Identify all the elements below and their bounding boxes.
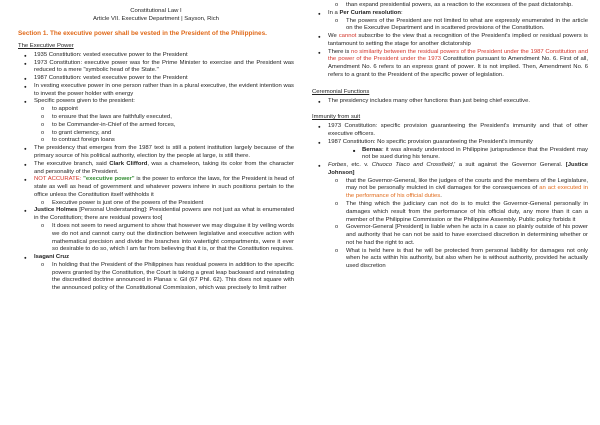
list-item: ● In a Per Curiam resolution: — [312, 10, 588, 18]
list-item: ● Forbes, etc. v. Chuoco Tiaco and Crossfield,' a suit against the Governor General. [Justice Johnson] — [312, 162, 588, 178]
list-subitem: o What is held here is that he will be protected from personal liability for damages not only when he acts within his authority, but also when he is without authority, provided he actually used discretion — [312, 248, 588, 271]
heading-immunity: Immunity from suit — [312, 114, 361, 121]
list-subitem: o to ensure that the laws are faithfully executed, — [18, 114, 294, 122]
list-item: ● In vesting executive power in one person rather than in a plural executive, the evident intention was to invest the power holder with energy — [18, 83, 294, 99]
list-item: ● The presidency that emerges from the 1987 text is still a potent institution largely because of the primary source of his political authority, election by the people at large, is still there. — [18, 145, 294, 161]
list-item: ● The presidency includes many other functions than just being chief executive. — [312, 98, 588, 106]
right-column — [312, 2, 588, 271]
left-column — [18, 8, 294, 293]
immunity-list — [312, 123, 588, 271]
list-item: ● Justice Holmes [Personal Understanding]: Presidential powers are not just as what is enumerated in the Constitution; there are residual powers too] — [18, 207, 294, 223]
list-subitem: o Executive power is just one of the powers of the President — [18, 200, 294, 208]
list-subitem: o that the Governor-General, like the judges of the courts and the members of the Legislature, may not be personally mulcted in civil damages for the consequences of an act executed in the performance of his official duties. — [312, 178, 588, 201]
list-item: ● 1987 Constitution: vested executive power to the President — [18, 75, 294, 83]
list-subitem: o Governor-General [President] is liable when he acts in a case so plainly outside of his power and authority that he can not be said to have exercised discretion in determining whether or not he had the right to act. — [312, 224, 588, 247]
list-item: ● 1987 Constitution: No specific provision guaranteeing the President's immunity — [312, 139, 588, 147]
list-item: ● The executive branch, said Clark Clifford, was a chameleon, taking its color from the character and personality of the President. — [18, 161, 294, 177]
list-subitem: o to grant clemency, and — [18, 130, 294, 138]
list-item: ● Specific powers given to the president: — [18, 98, 294, 106]
list-subsubitem: ■ Bernas: it was already understood in Philippine jurisprudence that the President may not be sued during his tenure. — [312, 147, 588, 163]
list-item: ● Isagani Cruz — [18, 254, 294, 262]
list-item: ● NOT ACCURATE: "executive power" is the power to enforce the laws, for the President is head of state as well as head of government and whatever powers inhere in such positions pertain to the office unless the Constitution itself withholds it — [18, 176, 294, 199]
doc-title: Constitutional Law I — [130, 8, 182, 14]
list-subitem: o In holding that the President of the Philippines has residual powers in addition to the specific powers granted by the Constitution, the Court is taking a great leap backward and reinstating the discredited doctrine announced in Planas v. Gil (67 Phil. 62). This does not square with the announced policy of the Constitutional Commission, which was precisely to limit rather — [18, 262, 294, 293]
executive-power-list — [18, 52, 294, 293]
list-subitem: o to appoint — [18, 106, 294, 114]
list-subitem: o The powers of the President are not limited to what are expressly enumerated in the article on the Executive Department and in scattered provisions of the Constitution. — [312, 18, 588, 34]
doc-subtitle: Article VII. Executive Department | Sayson, Rich — [93, 15, 219, 22]
list-item: ● 1935 Constitution: vested executive power to the President — [18, 52, 294, 60]
list-item: ● 1973 Constitution: specific provision guaranteeing the President's immunity and that of other executive officers. — [312, 123, 588, 139]
list-item: ● There is no similarity between the residual powers of the President under the 1987 Constitution and the power of the President under the 1973 Constitution pursuant to Amendment No. 6. First of all, Amendment No. 6 refers to an express grant of power. It is not implied. Then, Amendment No. 6 refers to a grant to the President of the specific power of legislation. — [312, 49, 588, 80]
list-item: ● We cannot subscribe to the view that a recognition of the President's implied or residual powers is tantamount to setting the stage for another dictatorship — [312, 33, 588, 49]
list-subitem: o The thing which the judiciary can not do is to mulct the Governor-General personally in damages which result from the performance of his official duty, any more than it can a member of the Philippine Commission or the Philippine Assembly. Public policy forbids it — [312, 201, 588, 224]
list-subitem: o than expand presidential powers, as a reaction to the excesses of the past dictatorship. — [312, 2, 588, 10]
heading-ceremonial-functions: Ceremonial Functions — [312, 88, 370, 95]
list-subitem: o It does not seem to need argument to show that however we may disguise it by veiling words we do not and cannot carry out the distinction between legislative and executive action with mathematical precision and divide the branches into watertight compartments, were it ever so desirable to do so, which I am far from believing that it is, or that the Constitution requires. — [18, 223, 294, 254]
heading-executive-power: The Executive Power — [18, 43, 74, 50]
section-title: Section 1. The executive power shall be vested in the President of the Philippines. — [18, 29, 267, 37]
residual-powers-list — [312, 2, 588, 80]
ceremonial-list — [312, 98, 588, 106]
list-item: ● 1973 Constitution: executive power was for the Prime Minister to exercise and the President was reduced to a mere "symbolic head of the State." — [18, 60, 294, 76]
list-subitem: o to contract foreign loans — [18, 137, 294, 145]
list-subitem: o to be Commander-in-Chief of the armed forces, — [18, 122, 294, 130]
